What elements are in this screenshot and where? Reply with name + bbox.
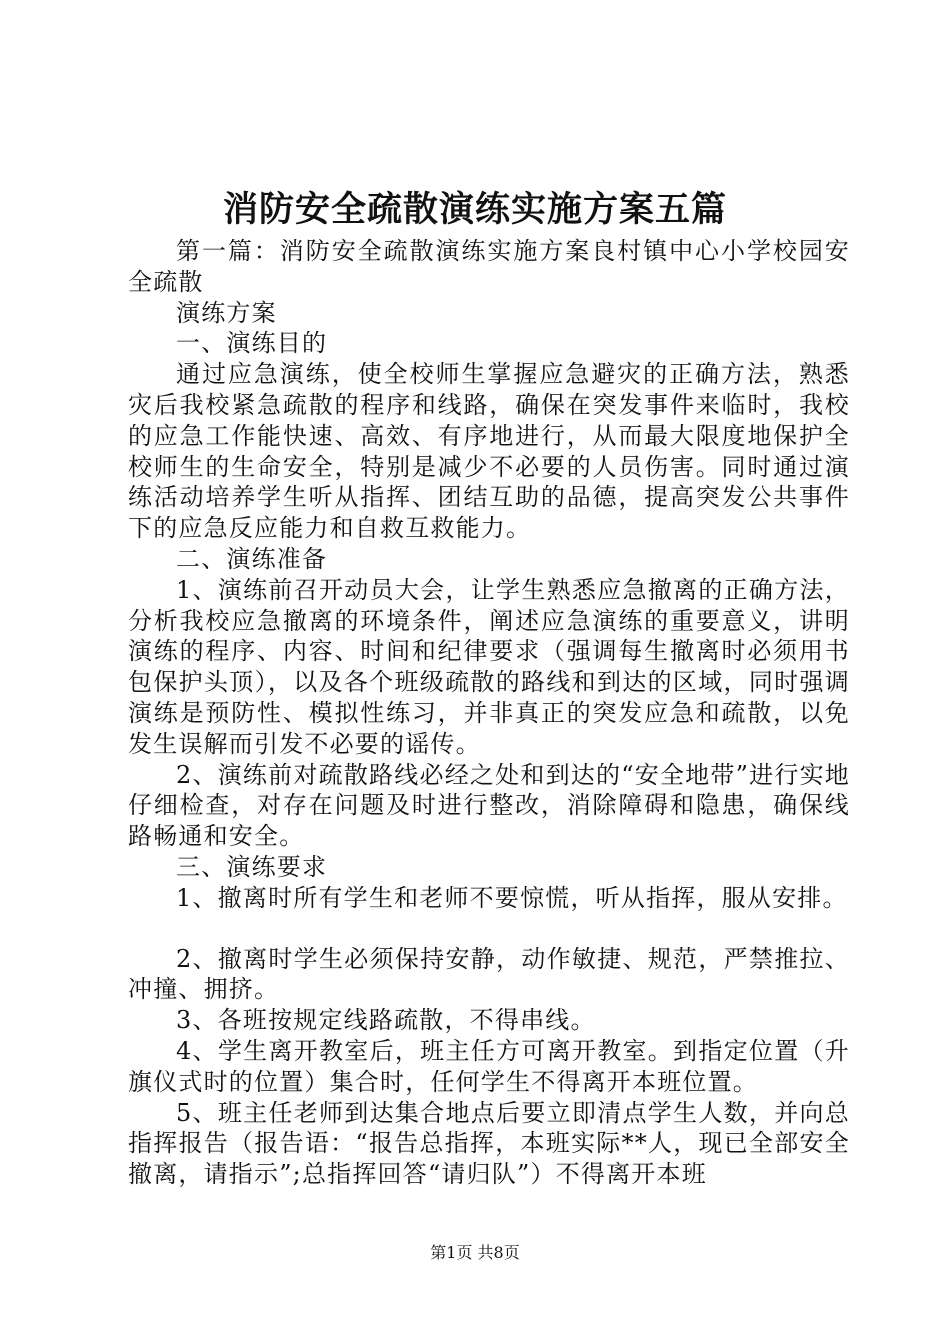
section-heading-requirements: 三、演练要求 (176, 852, 328, 881)
paragraph-chapter-heading: 第一篇：消防安全疏散演练实施方案良村镇中心小学校园安全疏散 (128, 237, 850, 296)
paragraph-preparation-1: 1、演练前召开动员大会，让学生熟悉应急撤离的正确方法，分析我校应急撤离的环境条件，阐述应急演练的重要意义，讲明演练的程序、内容、时间和纪律要求（强调每生撤离时必须用书包保护头顶），以及各个班级疏散的路线和到达的区域，同时强调演练是预防性、模拟性练习，并非真正的突发应急和疏散，以免发生误解而引发不必要的谣传。 (128, 575, 850, 758)
paragraph-purpose: 通过应急演练，使全校师生掌握应急避灾的正确方法，熟悉灾后我校紧急疏散的程序和线路，确保在突发事件来临时，我校的应急工作能快速、高效、有序地进行，从而最大限度地保护全校师生的生命安全，特别是减少不必要的人员伤害。同时通过演练活动培养学生听从指挥、团结互助的品德，提高突发公共事件下的应急反应能力和自救互救能力。 (128, 360, 850, 543)
paragraph-requirement-5: 5、班主任老师到达集合地点后要立即清点学生人数，并向总指挥报告（报告语：“报告总指挥，本班实际**人，现已全部安全撤离，请指示”;总指挥回答“请归队”）不得离开本班 (128, 1098, 850, 1189)
section-heading-preparation: 二、演练准备 (176, 544, 328, 573)
paragraph-requirement-2: 2、撤离时学生必须保持安静，动作敏捷、规范，严禁推拉、冲撞、拥挤。 (128, 944, 850, 1004)
document-title: 消防安全疏散演练实施方案五篇 (222, 189, 727, 230)
paragraph-preparation-2: 2、演练前对疏散路线必经之处和到达的“安全地带”进行实地仔细检查，对存在问题及时进行整改，消除障碍和隐患，确保线路畅通和安全。 (128, 760, 850, 851)
paragraph-requirement-1: 1、撤离时所有学生和老师不要惊慌，听从指挥，服从安排。 (176, 883, 848, 912)
paragraph-plan-label: 演练方案 (176, 298, 277, 327)
section-heading-purpose: 一、演练目的 (176, 329, 328, 358)
page-number-footer: 第1页 共8页 (430, 1243, 520, 1262)
paragraph-requirement-4: 4、学生离开教室后，班主任方可离开教室。到指定位置（升旗仪式时的位置）集合时，任何学生不得离开本班位置。 (128, 1036, 850, 1096)
document-body (128, 236, 850, 1190)
paragraph-requirement-3: 3、各班按规定线路疏散，不得串线。 (176, 1006, 596, 1035)
